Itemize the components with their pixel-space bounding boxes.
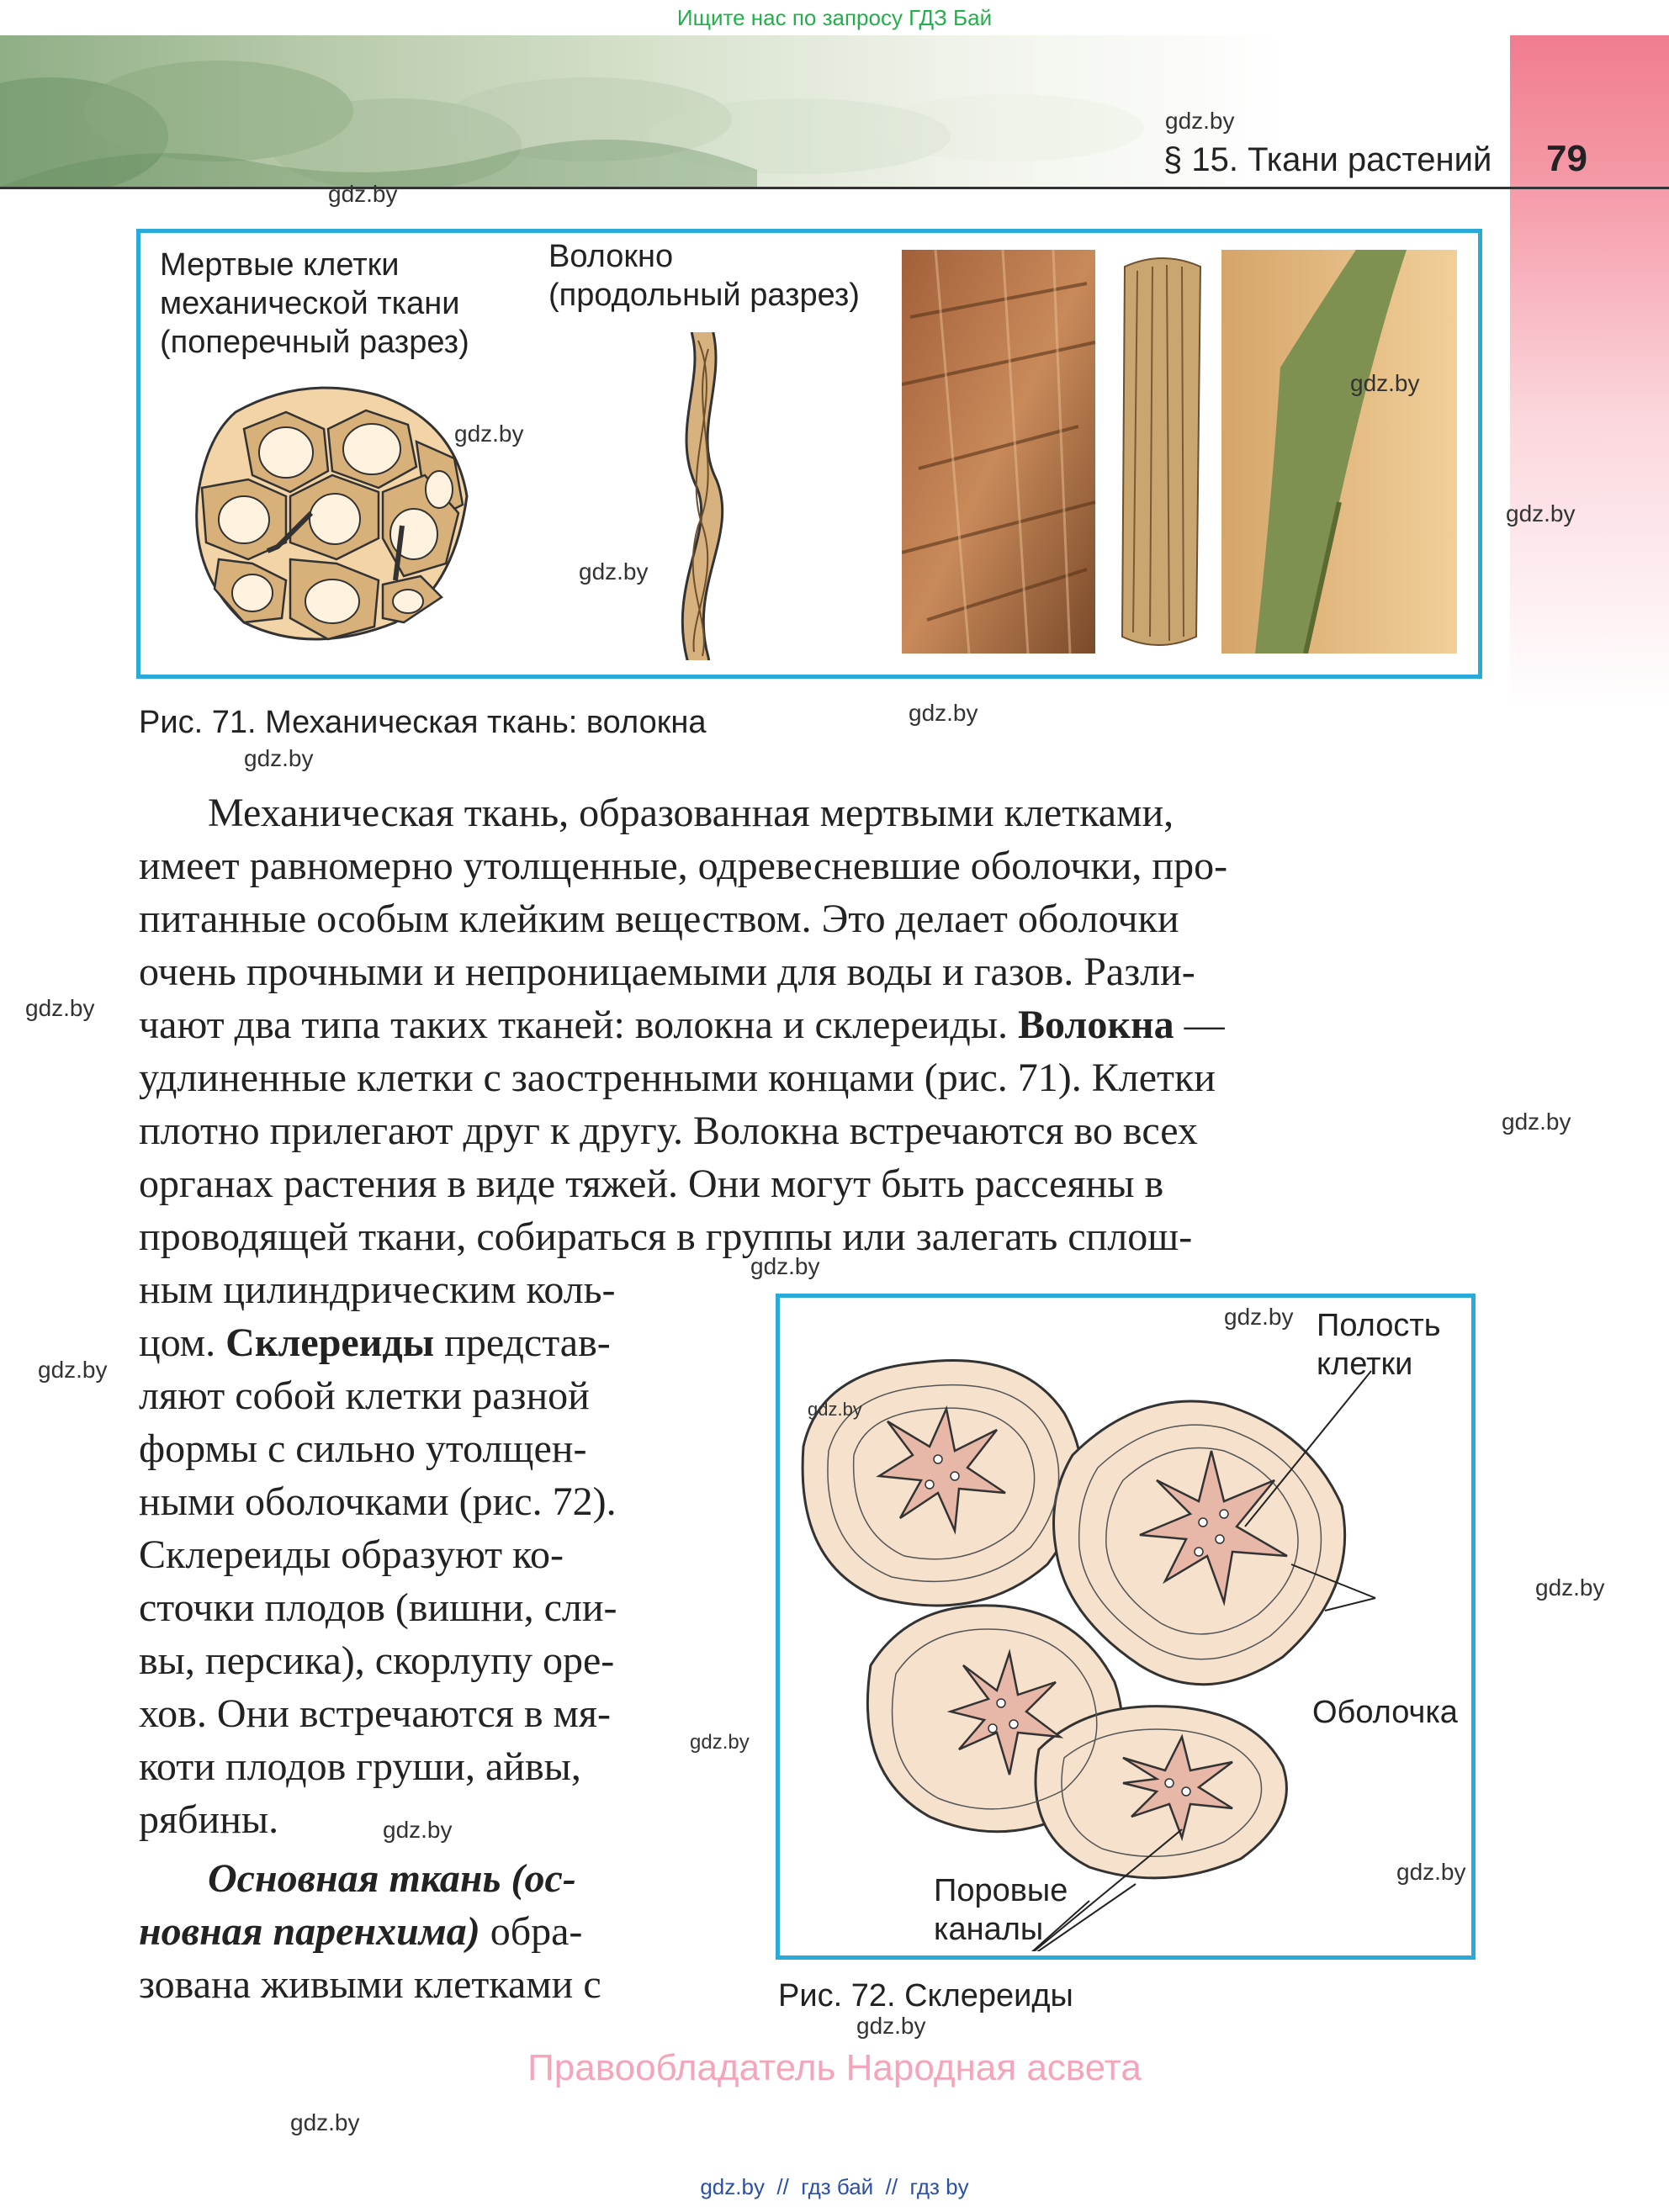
column-line: формы с сильно утолщен- — [139, 1426, 587, 1471]
column-line: новная паренхима) обра- — [139, 1909, 583, 1954]
label-pore-canals: Поровые каналы — [934, 1873, 1068, 1947]
watermark: gdz.by — [1535, 1574, 1605, 1601]
term-sclereids: Склереиды — [225, 1320, 435, 1365]
column-line: ным цилиндрическим коль- — [139, 1267, 616, 1312]
column-line: рябины. — [139, 1797, 279, 1842]
watermark: gdz.by — [244, 745, 314, 771]
watermark: gdz.by — [1502, 1109, 1571, 1135]
paragraph-line: Механическая ткань, образованная мертвыми клетками, — [208, 791, 1174, 835]
watermark: gdz.by — [38, 1357, 108, 1383]
column-line: зована живыми клетками с — [139, 1962, 601, 2007]
top-banner: Ищите нас по запросу ГДЗ Бай — [676, 5, 993, 30]
paragraph-line: удлиненные клетки с заостренными концами (рис. 71). Клетки — [139, 1056, 1216, 1100]
dead-cells-cross-section-image — [185, 378, 480, 648]
watermark: gdz.by — [1396, 1859, 1466, 1885]
page-number: 79 — [1546, 138, 1587, 179]
column-line: Основная ткань (ос- — [208, 1856, 576, 1901]
watermark: gdz.by — [690, 1731, 750, 1754]
term-fibers: Волокна — [1018, 1003, 1174, 1047]
paragraph-line: чают два типа таких тканей: волокна и склереиды. Волокна — — [139, 1003, 1225, 1047]
column-line: коти плодов груши, айвы, — [139, 1744, 581, 1789]
label-dead-cells: Мертвые клетки механической ткани (поперечный разрез) — [160, 247, 469, 360]
column-line: ляют собой клетки разной — [139, 1373, 590, 1418]
column-line: цом. Склереиды представ- — [139, 1320, 611, 1365]
section-title: § 15. Ткани растений — [1163, 141, 1492, 178]
label-cell-wall: Оболочка — [1312, 1695, 1458, 1730]
watermark: gdz.by — [579, 558, 649, 585]
fiber-photos-image — [902, 250, 1457, 654]
watermark: gdz.by — [383, 1817, 453, 1843]
watermark: gdz.by — [1165, 108, 1235, 134]
paragraph-line: питанные особым клейким веществом. Это делает оболочки — [139, 897, 1179, 941]
copyright-notice: Правообладатель Народная асвета — [527, 2047, 1142, 2088]
watermark: gdz.by — [290, 2109, 360, 2135]
column-line: Склереиды образуют ко- — [139, 1532, 564, 1577]
watermark: gdz.by — [808, 1399, 862, 1420]
column-line: сточки плодов (вишни, сли- — [139, 1585, 617, 1630]
watermark: gdz.by — [856, 2013, 926, 2039]
watermark: gdz.by — [454, 421, 524, 447]
footer-links[interactable]: gdz.by // гдз бай // гдз by — [700, 2174, 969, 2199]
paragraph-line: проводящей ткани, собираться в группы или залегать сплош- — [139, 1214, 1193, 1259]
paragraph-line: плотно прилегают друг к другу. Волокна встречаются во всех — [139, 1109, 1198, 1153]
watermark: gdz.by — [1506, 500, 1576, 527]
column-line: вы, персика), скорлупу оре- — [139, 1638, 615, 1683]
fiber-longitudinal-image — [656, 332, 749, 660]
label-fiber: Волокно (продольный разрез) — [548, 239, 860, 313]
watermark: gdz.by — [1224, 1304, 1294, 1330]
figure-71-caption: Рис. 71. Механическая ткань: волокна — [139, 705, 707, 740]
paragraph-line: органах растения в виде тяжей. Они могут быть рассеяны в — [139, 1162, 1164, 1206]
figure-72-caption: Рис. 72. Склереиды — [778, 1978, 1073, 2014]
header-rule — [0, 187, 1669, 189]
watermark: gdz.by — [1350, 370, 1420, 396]
label-cell-cavity: Полость клетки — [1317, 1308, 1441, 1382]
term-ground-tissue: новная паренхима) — [139, 1909, 480, 1954]
watermark: gdz.by — [750, 1253, 820, 1279]
column-line: хов. Они встречаются в мя- — [139, 1691, 611, 1736]
sclereids-image — [787, 1312, 1460, 1951]
paragraph-line: имеет равномерно утолщенные, одревесневшие оболочки, про- — [139, 844, 1228, 888]
watermark: gdz.by — [25, 995, 95, 1021]
column-line: ными оболочками (рис. 72). — [139, 1479, 617, 1524]
paragraph-line: очень прочными и непроницаемыми для воды и газов. Разли- — [139, 950, 1195, 994]
page-color-strip — [1510, 35, 1669, 708]
watermark: gdz.by — [328, 181, 398, 207]
watermark: gdz.by — [909, 700, 978, 726]
